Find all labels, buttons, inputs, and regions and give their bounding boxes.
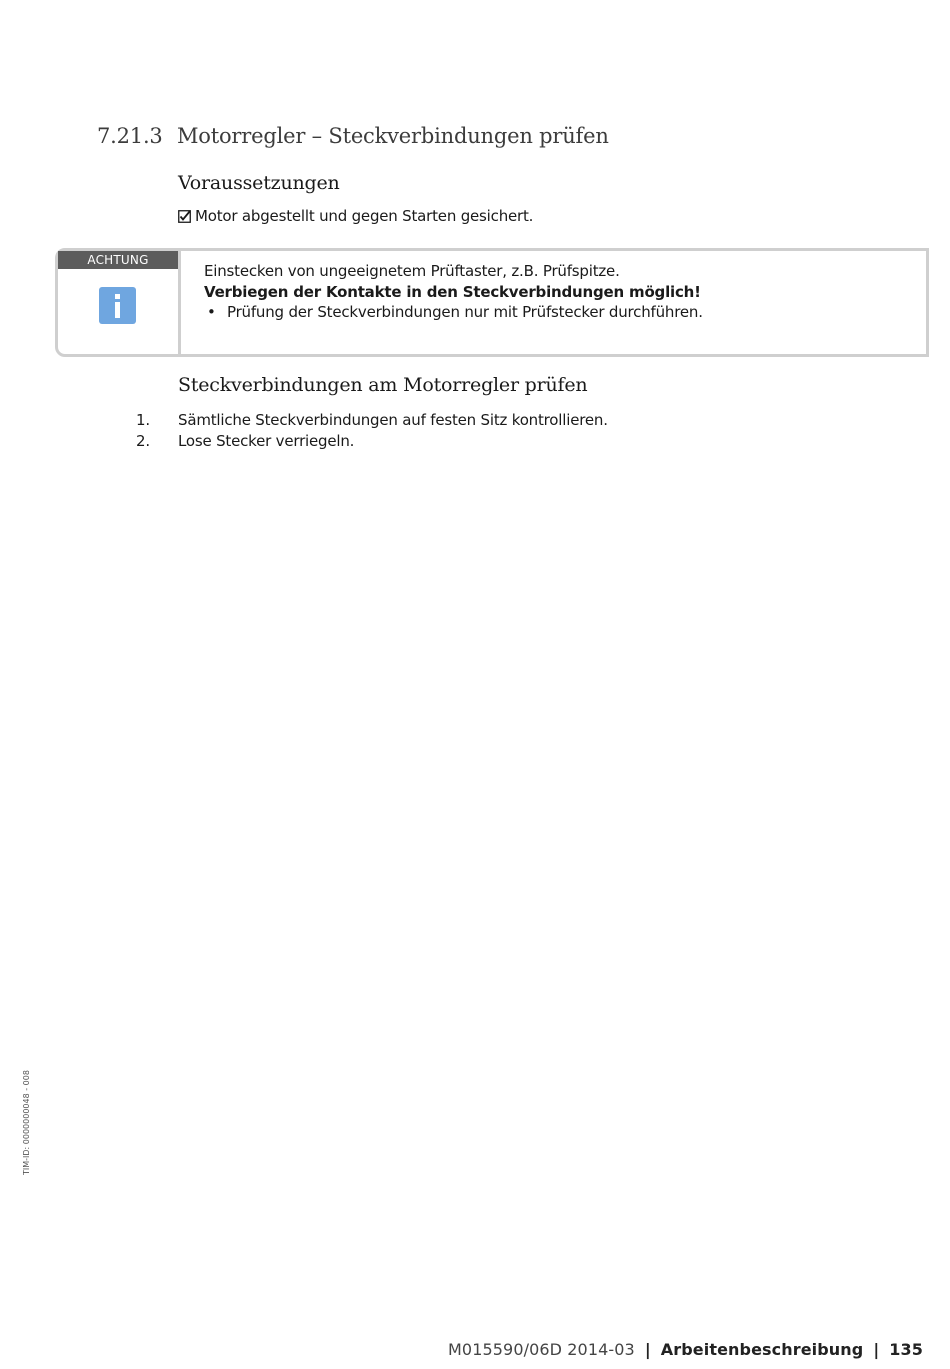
- footer-separator: |: [873, 1340, 880, 1359]
- notice-action: [204, 302, 703, 323]
- step-text: Sämtliche Steckverbindungen auf festen Sitz kontrollieren.: [178, 411, 608, 429]
- procedure-heading: Steckverbindungen am Motorregler prüfen: [178, 374, 588, 396]
- document-number: M015590/06D 2014-03: [448, 1340, 635, 1359]
- notice-warning: Verbiegen der Kontakte in den Steckverbindungen möglich!: [204, 282, 701, 301]
- bullet: •: [207, 303, 216, 321]
- list-item: [136, 410, 608, 431]
- list-item: [136, 431, 608, 452]
- chapter-name: Arbeitenbeschreibung: [660, 1340, 864, 1359]
- notice-label: ACHTUNG: [58, 251, 178, 269]
- notice-body: [204, 261, 703, 323]
- section-number: 7.21.3: [97, 124, 163, 148]
- prerequisites-heading: Voraussetzungen: [178, 172, 340, 194]
- section-title: [97, 124, 609, 148]
- checkbox-checked-icon: [178, 210, 191, 223]
- step-text: Lose Stecker verriegeln.: [178, 432, 355, 450]
- info-icon: [99, 287, 136, 324]
- notice-cause: Einstecken von ungeeignetem Prüftaster, z.B. Prüfspitze.: [204, 262, 620, 280]
- step-number: 2.: [136, 432, 150, 450]
- procedure-steps: [136, 410, 608, 452]
- page-number: 135: [889, 1340, 923, 1359]
- footer-separator: |: [644, 1340, 651, 1359]
- notice-action-text: Prüfung der Steckverbindungen nur mit Prüfstecker durchführen.: [227, 303, 703, 321]
- prerequisite-text: Motor abgestellt und gegen Starten gesichert.: [195, 207, 534, 225]
- notice-box: [55, 248, 929, 357]
- prerequisite-item: [178, 207, 533, 225]
- notice-sidebar: [58, 251, 181, 354]
- section-title-text: Motorregler – Steckverbindungen prüfen: [177, 124, 609, 148]
- page-footer: [448, 1340, 923, 1359]
- tim-id: TIM-ID: 0000000048 - 008: [22, 1070, 31, 1175]
- step-number: 1.: [136, 411, 150, 429]
